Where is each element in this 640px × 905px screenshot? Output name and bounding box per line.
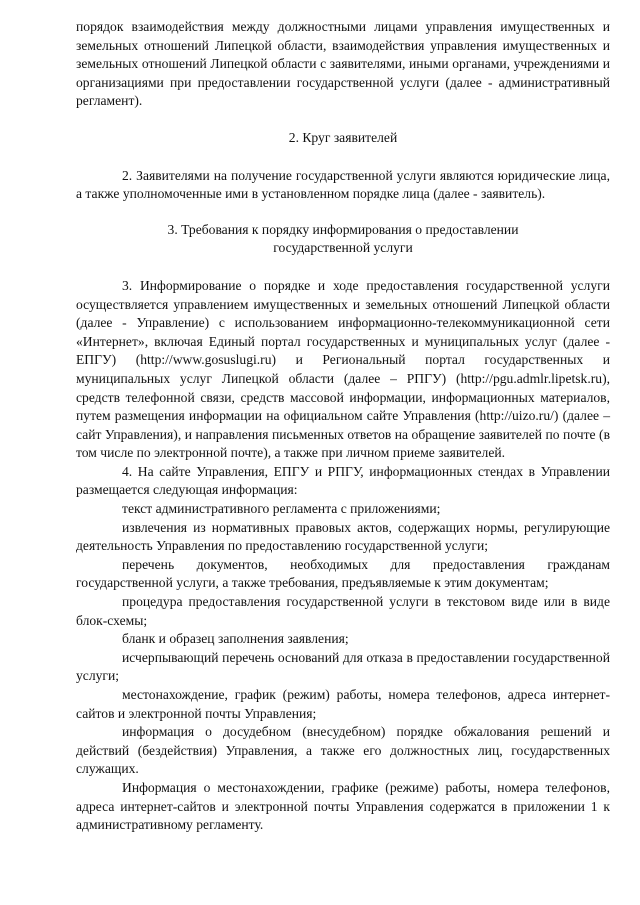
paragraph-2: 2. Заявителями на получение государственной услуги являются юридические лица, а также уполномоченные ими в установленном порядке лица (далее - заявитель).	[76, 167, 610, 202]
list-item: извлечения из нормативных правовых актов, содержащих нормы, регулирующие деятельность Управления по предоставлению государственной услуги;	[76, 519, 610, 554]
list-item: местонахождение, график (режим) работы, номера телефонов, адреса интернет-сайтов и электронной почты Управления;	[76, 687, 610, 721]
list-item: перечень документов, необходимых для предоставления гражданам государственной услуги, а также требования, предъявляемые к этим документам;	[76, 556, 610, 591]
section-2-heading: 2. Круг заявителей	[288, 129, 398, 145]
paragraph-4: 4. На сайте Управления, ЕПГУ и РПГУ, информационных стендах в Управлении размещается следующая информация:	[76, 463, 610, 498]
list-item: исчерпывающий перечень оснований для отказа в предоставлении государственной услуги;	[76, 649, 610, 684]
list-item: информация о досудебном (внесудебном) порядке обжалования решений и действий (бездействия) Управления, а также его должностных лиц, государственных служащих.	[76, 724, 610, 777]
spacer	[76, 204, 610, 221]
spacer	[76, 148, 610, 167]
spacer	[76, 111, 610, 129]
paragraph-3: 3. Информирование о порядке и ходе предоставления государственной услуги осуществляется управлением имущественных и земельных отношений Липецкой области (далее - Управление) с использованием информационно-телекоммуникационной сети «Интернет», включая Единый портал государственных и муниципальных услуг (далее - ЕПГУ) (http://www.gosuslugi.ru) и Региональный портал государственных и муниципальных услуг Липецкой области (далее – РПГУ) (http://pgu.admlr.lipetsk.ru), средств телефонной связи, средств массовой информации, информационных материалов, путем размещения информации на официальном сайте Управления (http://uizo.ru/) (далее – сайт Управления), и направления письменных ответов на обращение заявителей по почте (в том числе по электронной почте), а также при личном приеме заявителей.	[76, 277, 610, 461]
list-item: текст административного регламента с приложениями;	[122, 501, 441, 517]
list-item: процедура предоставления государственной услуги в текстовом виде или в виде блок-схемы;	[76, 594, 610, 628]
section-3-heading-line-2: государственной услуги	[273, 240, 413, 256]
list-item: бланк и образец заполнения заявления;	[122, 631, 349, 647]
section-3-heading	[76, 221, 610, 258]
spacer	[76, 258, 610, 277]
section-3-heading-line-1: 3. Требования к порядку информирования о предоставлении	[167, 221, 519, 237]
intro-paragraph: порядок взаимодействия между должностными лицами управления имущественных и земельных отношений Липецкой области, взаимодействия управления имущественных и земельных отношений Липецкой области с заявителями, иными органами, учреждениями и организациями при предоставлении государственной услуги (далее - административный регламент).	[76, 19, 610, 109]
document-page	[76, 18, 610, 835]
final-paragraph: Информация о местонахождении, графике (режиме) работы, номера телефонов, адреса интернет-сайтов и электронной почты Управления содержатся в приложении 1 к административному регламенту.	[76, 779, 610, 833]
